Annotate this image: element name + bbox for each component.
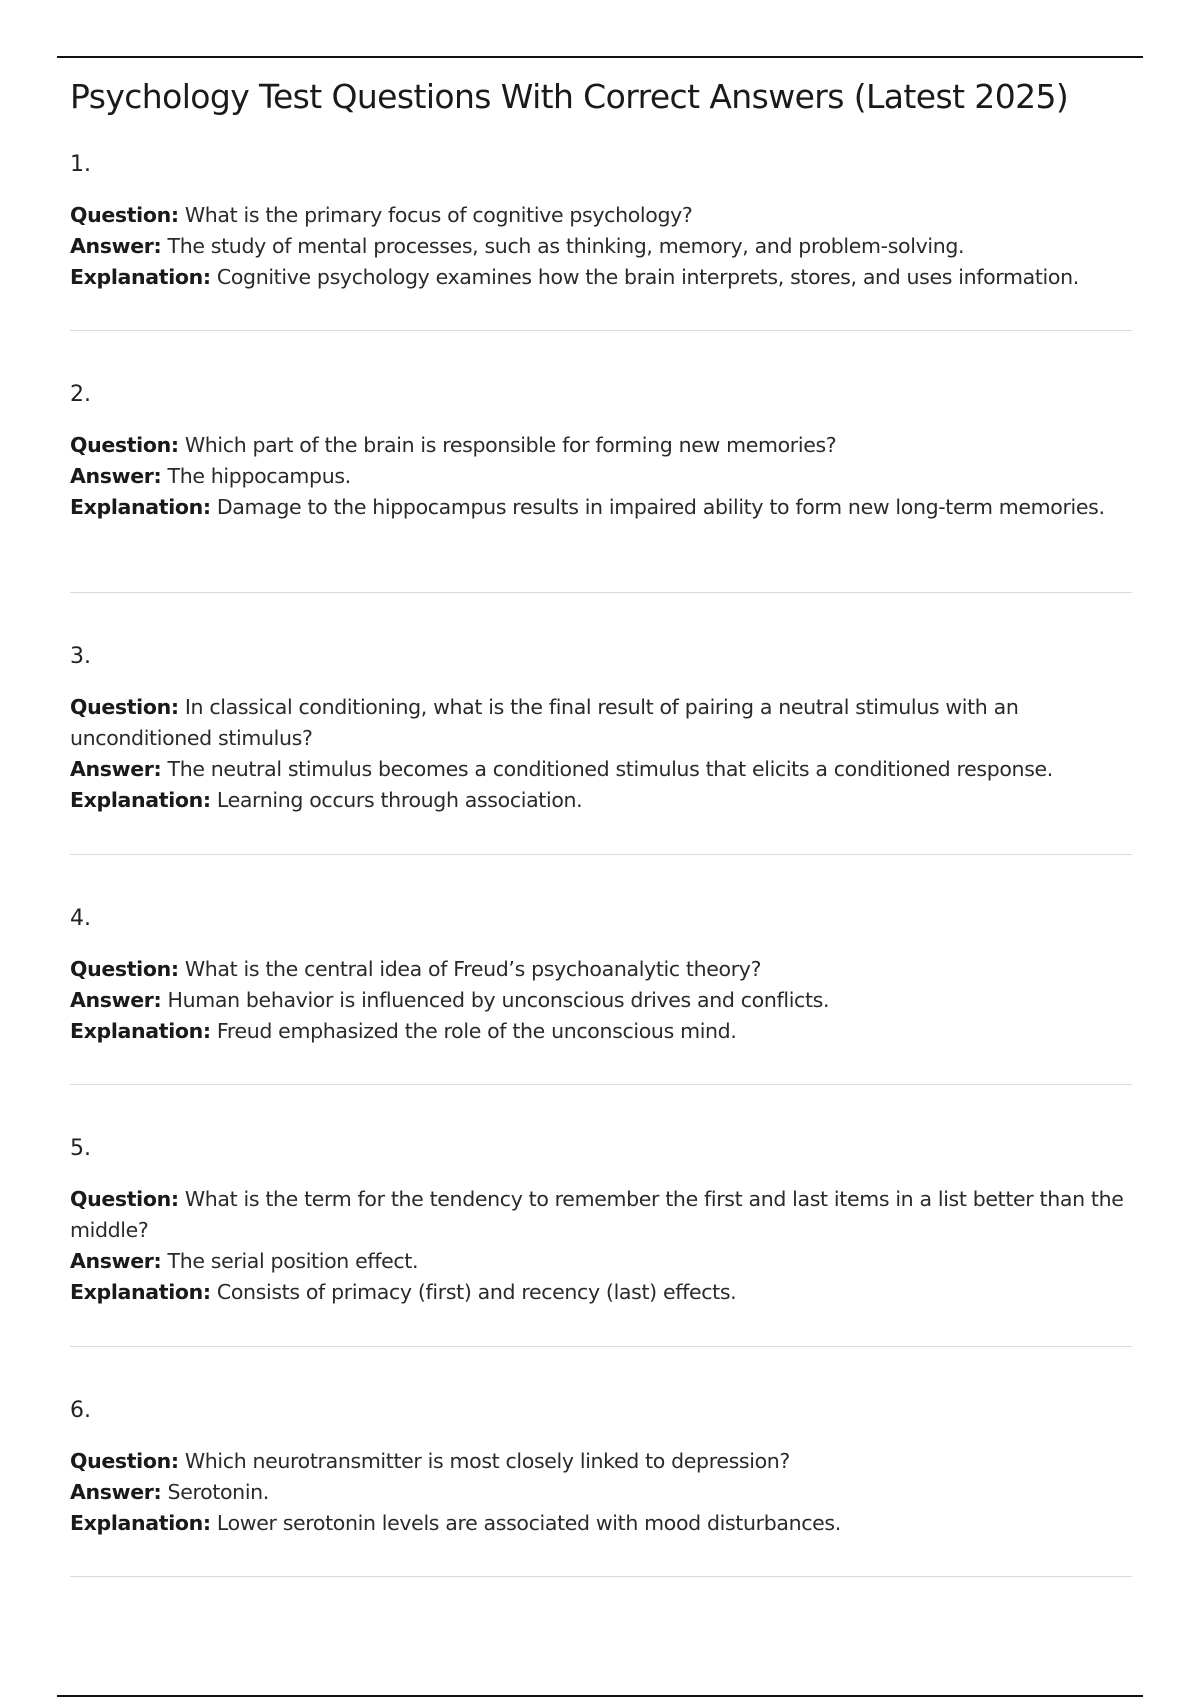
question-number: 6.: [70, 1398, 91, 1423]
explanation-line: [70, 1508, 1134, 1539]
explanation-label: Explanation:: [70, 788, 211, 812]
answer-text: The study of mental processes, such as thinking, memory, and problem-solving.: [167, 234, 965, 258]
question-number: 4.: [70, 906, 91, 931]
answer-text: The serial position effect.: [167, 1249, 419, 1273]
top-rule: [57, 56, 1143, 58]
answer-line: [70, 1246, 1134, 1277]
question-label: Question:: [70, 433, 179, 457]
question-number: 2.: [70, 382, 91, 407]
qa-item-1: [70, 150, 1134, 293]
explanation-line: [70, 262, 1134, 293]
question-label: Question:: [70, 1187, 179, 1211]
explanation-label: Explanation:: [70, 495, 211, 519]
answer-label: Answer:: [70, 464, 162, 488]
answer-line: [70, 1477, 1134, 1508]
answer-text: The neutral stimulus becomes a conditioned stimulus that elicits a conditioned response.: [167, 757, 1053, 781]
divider: [70, 1576, 1132, 1577]
answer-line: [70, 985, 1134, 1016]
explanation-text: Damage to the hippocampus results in impaired ability to form new long-term memories.: [216, 495, 1105, 519]
question-line: [70, 1446, 1134, 1477]
answer-line: [70, 754, 1134, 785]
explanation-label: Explanation:: [70, 265, 211, 289]
qa-item-4: [70, 904, 1134, 1047]
question-line: [70, 1184, 1134, 1246]
question-line: [70, 200, 1134, 231]
question-number: 1.: [70, 152, 91, 177]
question-line: [70, 954, 1134, 985]
divider: [70, 1084, 1132, 1085]
question-line: [70, 430, 1134, 461]
answer-label: Answer:: [70, 988, 162, 1012]
explanation-label: Explanation:: [70, 1511, 211, 1535]
question-text: In classical conditioning, what is the final result of pairing a neutral stimulus with an unconditioned stimulus?: [70, 695, 1019, 750]
answer-label: Answer:: [70, 1480, 162, 1504]
explanation-label: Explanation:: [70, 1019, 211, 1043]
qa-item-2: [70, 380, 1134, 523]
divider: [70, 330, 1132, 331]
question-label: Question:: [70, 1449, 179, 1473]
qa-item-5: [70, 1134, 1134, 1308]
question-text: Which part of the brain is responsible for forming new memories?: [184, 433, 837, 457]
page-title: Psychology Test Questions With Correct Answers (Latest 2025): [70, 77, 1069, 116]
question-text: What is the term for the tendency to remember the first and last items in a list better than the middle?: [70, 1187, 1124, 1242]
divider: [70, 854, 1132, 855]
divider: [70, 1346, 1132, 1347]
question-label: Question:: [70, 695, 179, 719]
answer-line: [70, 231, 1134, 262]
answer-line: [70, 461, 1134, 492]
explanation-text: Freud emphasized the role of the unconscious mind.: [216, 1019, 737, 1043]
question-text: What is the primary focus of cognitive psychology?: [184, 203, 693, 227]
answer-text: Serotonin.: [167, 1480, 269, 1504]
explanation-line: [70, 492, 1134, 523]
divider: [70, 592, 1132, 593]
explanation-line: [70, 1016, 1134, 1047]
explanation-label: Explanation:: [70, 1280, 211, 1304]
explanation-text: Learning occurs through association.: [216, 788, 583, 812]
question-label: Question:: [70, 203, 179, 227]
question-line: [70, 692, 1134, 754]
explanation-line: [70, 1277, 1134, 1308]
question-text: What is the central idea of Freud’s psychoanalytic theory?: [184, 957, 762, 981]
question-label: Question:: [70, 957, 179, 981]
answer-label: Answer:: [70, 757, 162, 781]
question-text: Which neurotransmitter is most closely linked to depression?: [184, 1449, 790, 1473]
qa-item-3: [70, 642, 1134, 816]
answer-label: Answer:: [70, 234, 162, 258]
answer-text: The hippocampus.: [167, 464, 351, 488]
bottom-rule: [57, 1695, 1143, 1697]
explanation-line: [70, 785, 1134, 816]
explanation-text: Consists of primacy (first) and recency (last) effects.: [216, 1280, 737, 1304]
answer-label: Answer:: [70, 1249, 162, 1273]
answer-text: Human behavior is influenced by unconscious drives and conflicts.: [167, 988, 830, 1012]
qa-item-6: [70, 1396, 1134, 1539]
question-number: 5.: [70, 1136, 91, 1161]
question-number: 3.: [70, 644, 91, 669]
explanation-text: Cognitive psychology examines how the brain interprets, stores, and uses information.: [216, 265, 1079, 289]
explanation-text: Lower serotonin levels are associated with mood disturbances.: [216, 1511, 841, 1535]
